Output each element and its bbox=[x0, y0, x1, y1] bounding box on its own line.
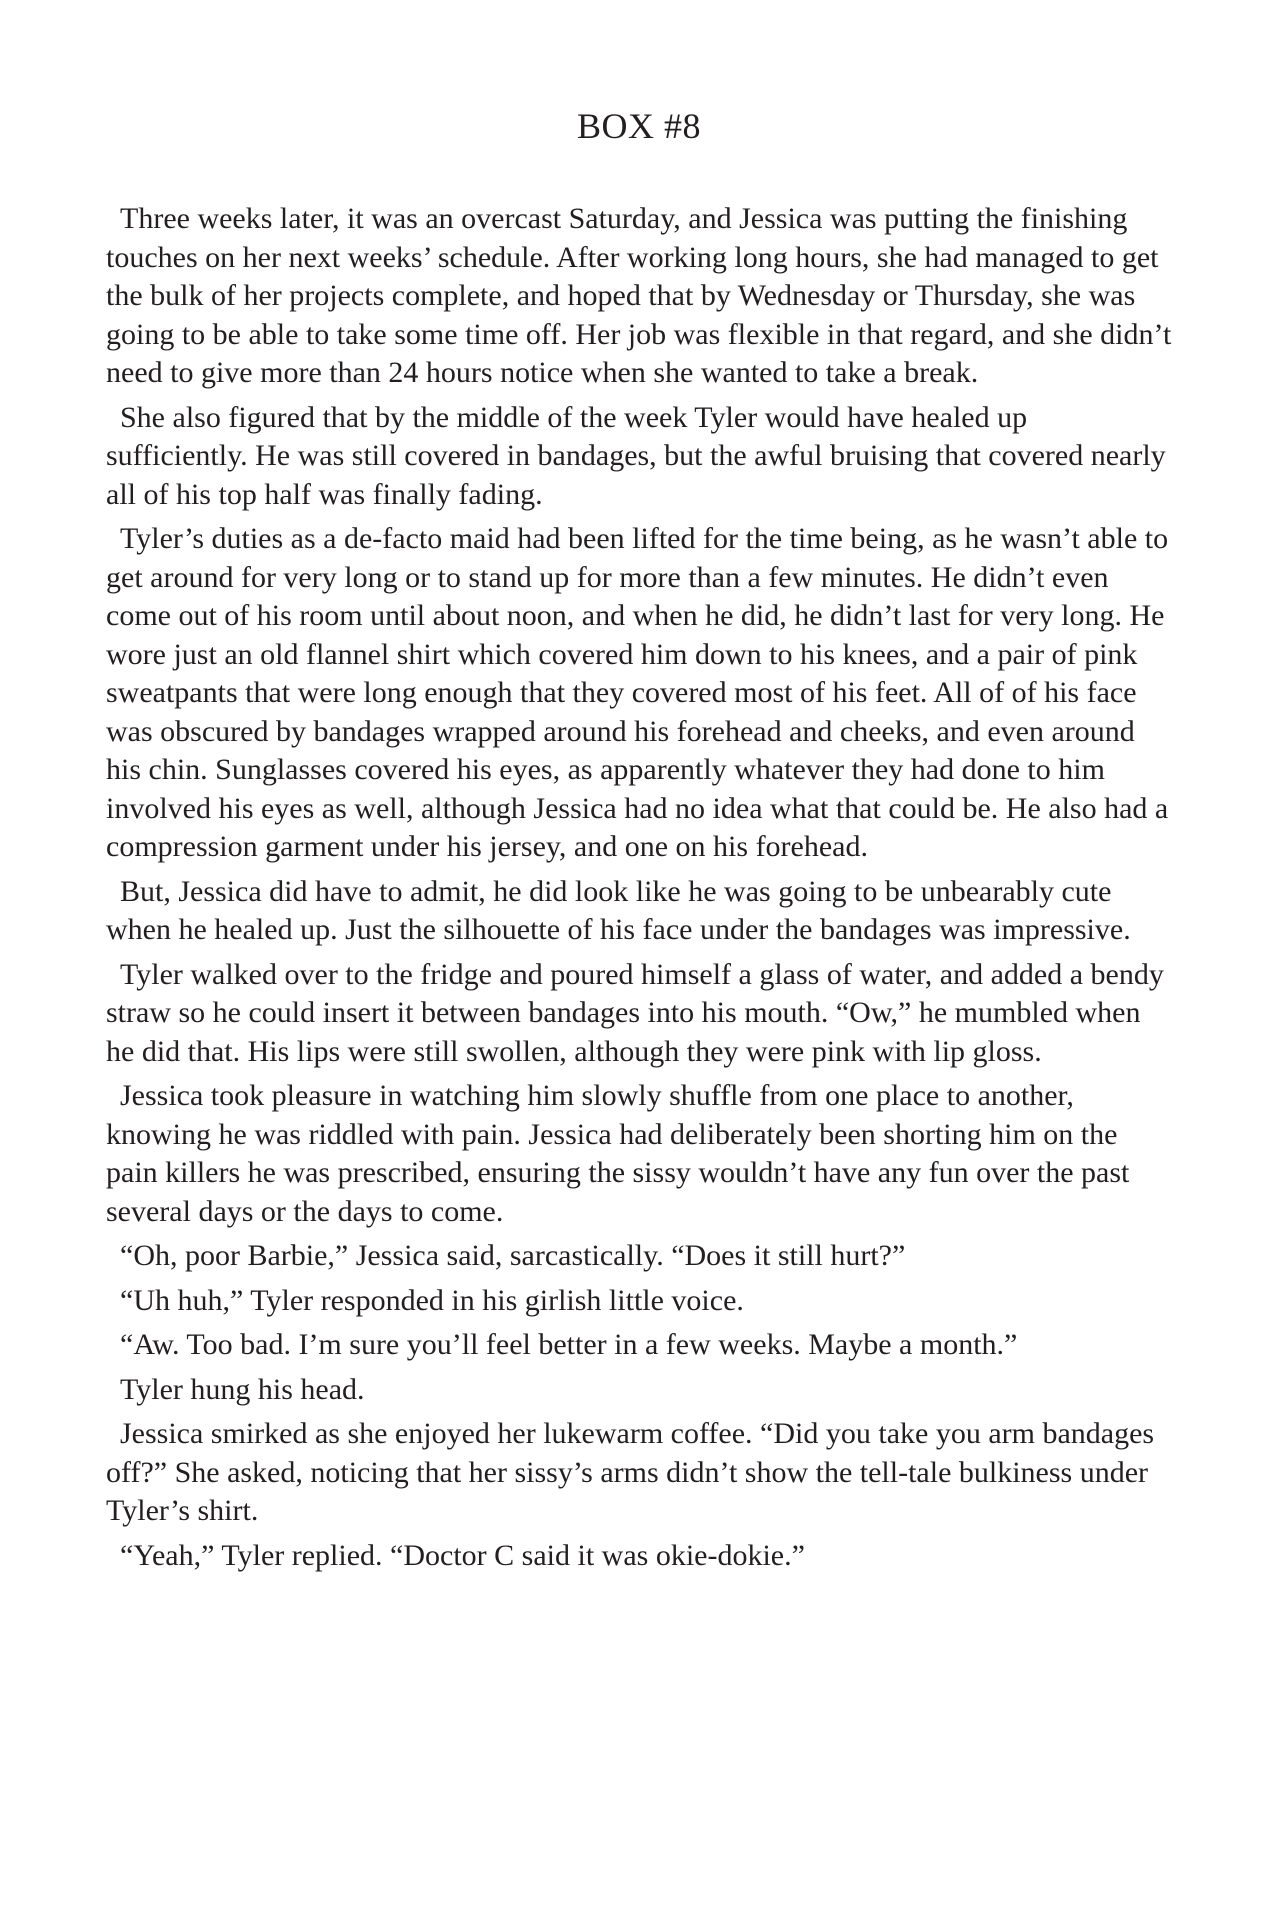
dialogue-line: “Yeah,” Tyler replied. “Doctor C said it was okie-dokie.” bbox=[120, 1538, 805, 1572]
dialogue-line: “Aw. Too bad. I’m sure you’ll feel better in a few weeks. Maybe a month.” bbox=[120, 1328, 1018, 1361]
dialogue-line: “Oh, poor Barbie,” Jessica said, sarcastically. “Does it still hurt?” bbox=[120, 1239, 906, 1272]
chapter-body bbox=[106, 200, 1172, 1575]
paragraph: Tyler’s duties as a de-facto maid had been lifted for the time being, as he wasn’t able to get around for very long or to stand up for more than a few minutes. He didn’t even come out of his room until about noon, and when he did, he didn’t last for very long. He wore just an old flannel shirt which covered him down to his knees, and a pair of pink sweatpants that were long enough that they covered most of his feet. All of of his face was obscured by bandages wrapped around his forehead and cheeks, and even around his chin. Sunglasses covered his eyes, as apparently whatever they had done to him involved his eyes as well, although Jessica had no idea what that could be. He also had a compression garment under his jersey, and one on his forehead. bbox=[106, 522, 1169, 863]
chapter-title: BOX #8 bbox=[576, 106, 701, 146]
paragraph: Tyler walked over to the fridge and poured himself a glass of water, and added a bendy straw so he could insert it between bandages into his mouth. “Ow,” he mumbled when he did that. His lips were still swollen, although they were pink with lip gloss. bbox=[106, 957, 1164, 1068]
paragraph: But, Jessica did have to admit, he did look like he was going to be unbearably cute when he healed up. Just the silhouette of his face under the bandages was impressive. bbox=[106, 874, 1131, 946]
paragraph: She also figured that by the middle of the week Tyler would have healed up sufficiently. He was still covered in bandages, but the awful bruising that covered nearly all of his top half was finally fading. bbox=[106, 400, 1166, 511]
paragraph: Three weeks later, it was an overcast Saturday, and Jessica was putting the finishing touches on her next weeks’ schedule. After working long hours, she had managed to get the bulk of her projects complete, and hoped that by Wednesday or Thursday, she was going to be able to take some time off. Her job was flexible in that regard, and she didn’t need to give more than 24 hours notice when she wanted to take a break. bbox=[106, 202, 1172, 389]
paragraph: Tyler hung his head. bbox=[120, 1372, 365, 1406]
paragraph: Jessica took pleasure in watching him slowly shuffle from one place to another, knowing he was riddled with pain. Jessica had deliberately been shorting him on the pain killers he was prescribed, ensuring the sissy wouldn’t have any fun over the past several days or the days to come. bbox=[106, 1079, 1130, 1228]
dialogue-line: “Uh huh,” Tyler responded in his girlish little voice. bbox=[120, 1283, 744, 1317]
paragraph: Jessica smirked as she enjoyed her lukewarm coffee. “Did you take you arm bandages off?” She asked, noticing that her sissy’s arms didn’t show the tell-tale bulkiness under Tyler’s shirt. bbox=[106, 1417, 1155, 1527]
